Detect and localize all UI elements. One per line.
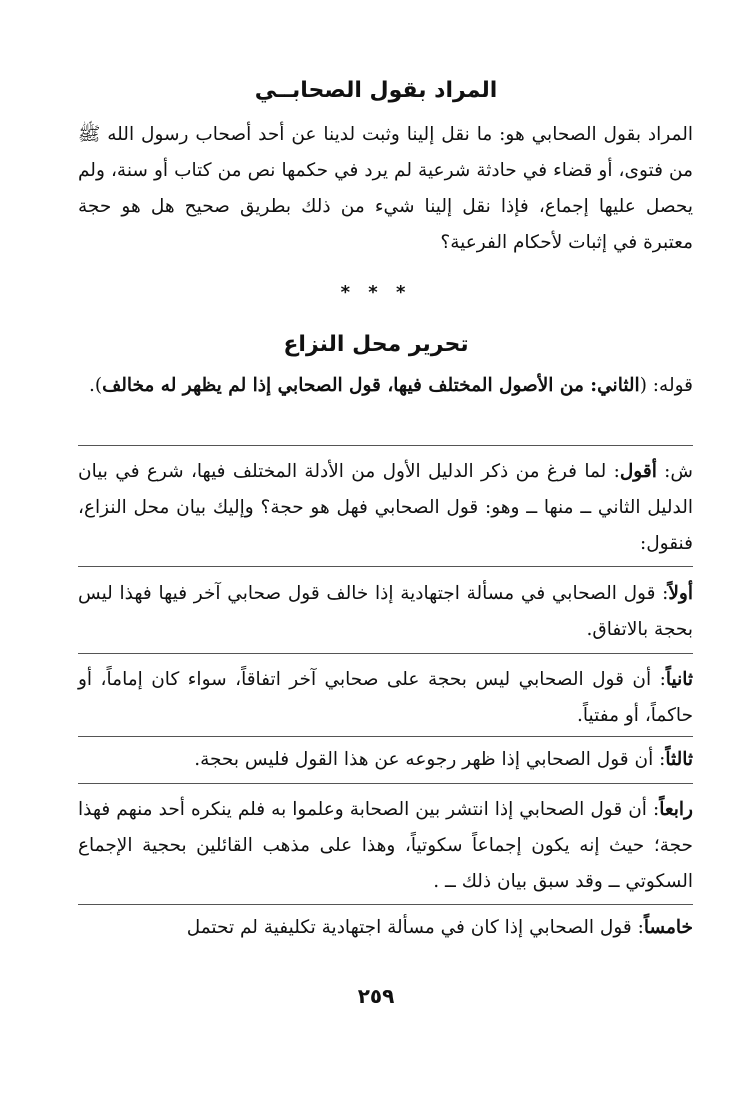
point-text: : أن قول الصحابي ليس بحجة على صحابي آخر اتفاقاً، سواء كان إماماً، أو حاكماً، أو مفتياً. bbox=[78, 669, 693, 726]
point-label: ثانياً bbox=[665, 669, 693, 690]
point-label: خامساً bbox=[643, 917, 693, 938]
point-fifth bbox=[78, 910, 693, 946]
commentary-prefix: ش: bbox=[656, 461, 693, 482]
point-third bbox=[78, 742, 693, 778]
divider-line bbox=[78, 736, 693, 737]
point-first bbox=[78, 576, 693, 648]
point-label: رابعاً bbox=[659, 799, 693, 820]
page-number: ٢٥٩ bbox=[357, 984, 395, 1008]
section-heading-dispute: تحرير محل النزاع bbox=[283, 332, 469, 357]
divider-line bbox=[78, 566, 693, 567]
quote-prefix: قوله: ( bbox=[639, 375, 693, 396]
definition-paragraph: المراد بقول الصحابي هو: ما نقل إلينا وثبت لدينا عن أحد أصحاب رسول الله ﷺ من فتوى، أو قضاء في حادثة شرعية لم يرد في حكمها نص من كتاب أو سنة، ولم يحصل عليها إجماع، فإذا نقل إلينا شيء من ذلك بطريق صحيح هل هو حجة معتبرة في إثبات لأحكام الفرعية؟ bbox=[78, 124, 693, 253]
commentary-text: : لما فرغ من ذكر الدليل الأول من الأدلة المختلف فيها، شرع في بيان الدليل الثاني ــ منها ــ وهو: قول الصحابي فهل هو حجة؟ وإليك بيان محل النزاع، فنقول: bbox=[78, 461, 693, 554]
commentary-paragraph bbox=[78, 454, 693, 562]
quote-text: الثاني: من الأصول المختلف فيها، قول الصحابي إذا لم يظهر له مخالف bbox=[102, 375, 640, 396]
point-second bbox=[78, 662, 693, 734]
quote-suffix: ). bbox=[88, 375, 103, 396]
divider-line bbox=[78, 653, 693, 654]
point-text: : أن قول الصحابي إذا ظهر رجوعه عن هذا القول فليس بحجة. bbox=[194, 749, 666, 770]
point-label: أولاً bbox=[668, 583, 693, 604]
divider-line bbox=[78, 783, 693, 784]
point-fourth bbox=[78, 792, 693, 900]
commentary-label: أقول bbox=[619, 461, 657, 482]
section-heading-meaning: المراد بقول الصحابــي bbox=[254, 78, 498, 103]
point-text: : أن قول الصحابي إذا انتشر بين الصحابة وعلموا به فلم ينكره أحد منهم فهذا حجة؛ حيث إنه يكون إجماعاً سكوتياً، وهذا على مذهب القائلين بحجية الإجماع السكوتي ــ وقد سبق بيان ذلك ــ . bbox=[78, 799, 693, 892]
divider-line bbox=[78, 445, 693, 446]
quote-paragraph bbox=[78, 368, 693, 404]
divider-line bbox=[78, 904, 693, 905]
point-text: : قول الصحابي في مسألة اجتهادية إذا خالف قول صحابي آخر فيها فهذا ليس بحجة بالاتفاق. bbox=[78, 583, 693, 640]
section-separator: * * * bbox=[340, 282, 412, 303]
point-text: : قول الصحابي إذا كان في مسألة اجتهادية تكليفية لم تحتمل bbox=[186, 917, 644, 938]
point-label: ثالثاً bbox=[665, 749, 693, 770]
